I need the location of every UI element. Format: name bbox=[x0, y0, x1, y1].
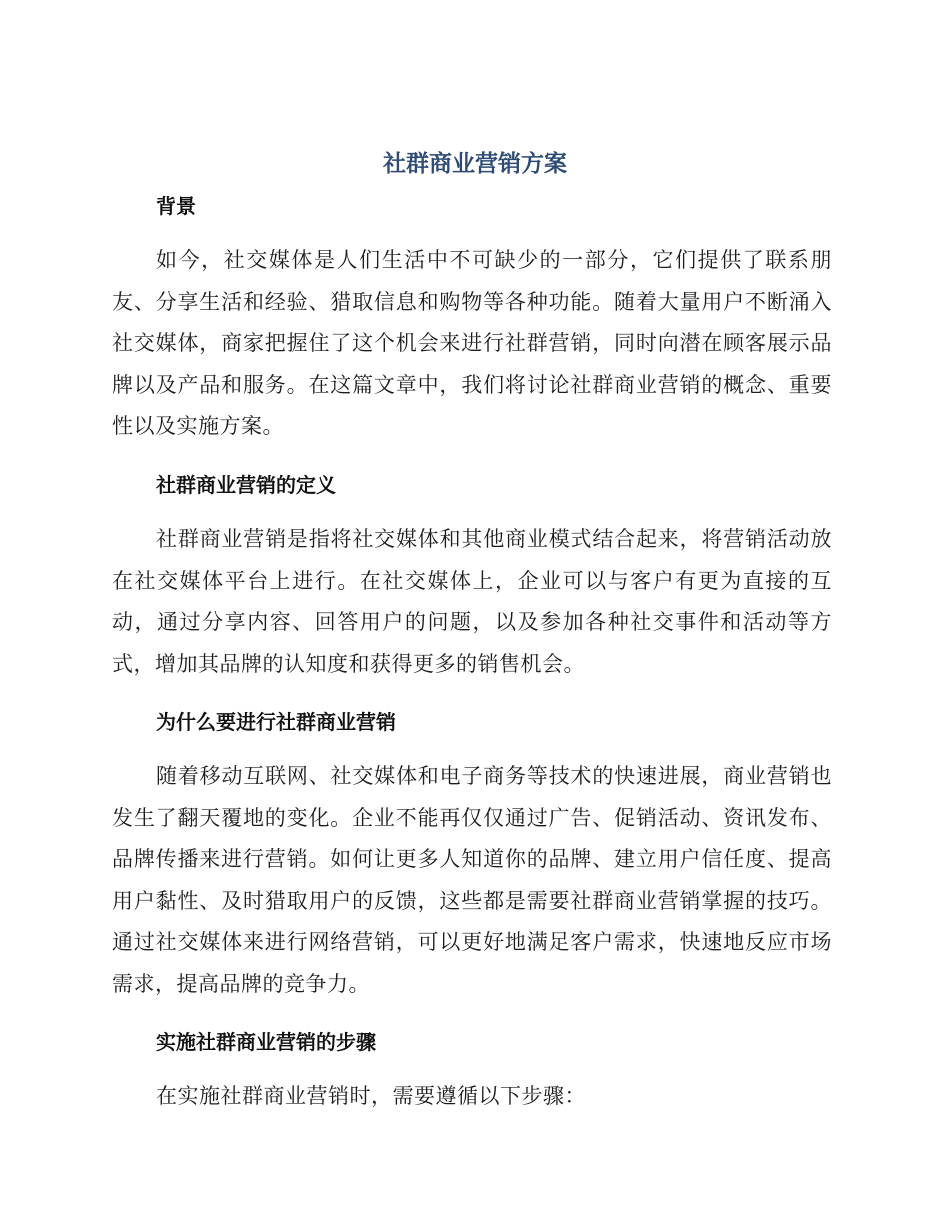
section-paragraph-why: 随着移动互联网、社交媒体和电子商务等技术的快速进展，商业营销也发生了翻天覆地的变化。企业不能再仅仅通过广告、促销活动、资讯发布、品牌传播来进行营销。如何让更多人知道你的品牌、建立用户信任度、提高用户黏性、及时猎取用户的反馈，这些都是需要社群商业营销掌握的技巧。通过社交媒体来进行网络营销，可以更好地满足客户需求，快速地反应市场需求，提高品牌的竞争力。 bbox=[112, 764, 832, 996]
section-heading-steps: 实施社群商业营销的步骤 bbox=[156, 1030, 376, 1054]
section-heading-background: 背景 bbox=[156, 194, 196, 218]
section-heading-why: 为什么要进行社群商业营销 bbox=[156, 710, 396, 734]
section-paragraph-background: 如今，社交媒体是人们生活中不可缺少的一部分，它们提供了联系朋友、分享生活和经验、猎取信息和购物等各种功能。随着大量用户不断涌入社交媒体，商家把握住了这个机会来进行社群营销，同时向潜在顾客展示品牌以及产品和服务。在这篇文章中，我们将讨论社群商业营销的概念、重要性以及实施方案。 bbox=[112, 248, 832, 438]
document-title: 社群商业营销方案 bbox=[383, 151, 567, 177]
section-paragraph-steps: 在实施社群商业营销时，需要遵循以下步骤： bbox=[156, 1084, 586, 1108]
section-paragraph-definition: 社群商业营销是指将社交媒体和其他商业模式结合起来，将营销活动放在社交媒体平台上进行。在社交媒体上，企业可以与客户有更为直接的互动，通过分享内容、回答用户的问题，以及参加各种社交事件和活动等方式，增加其品牌的认知度和获得更多的销售机会。 bbox=[112, 527, 832, 676]
section-heading-definition: 社群商业营销的定义 bbox=[156, 473, 336, 497]
